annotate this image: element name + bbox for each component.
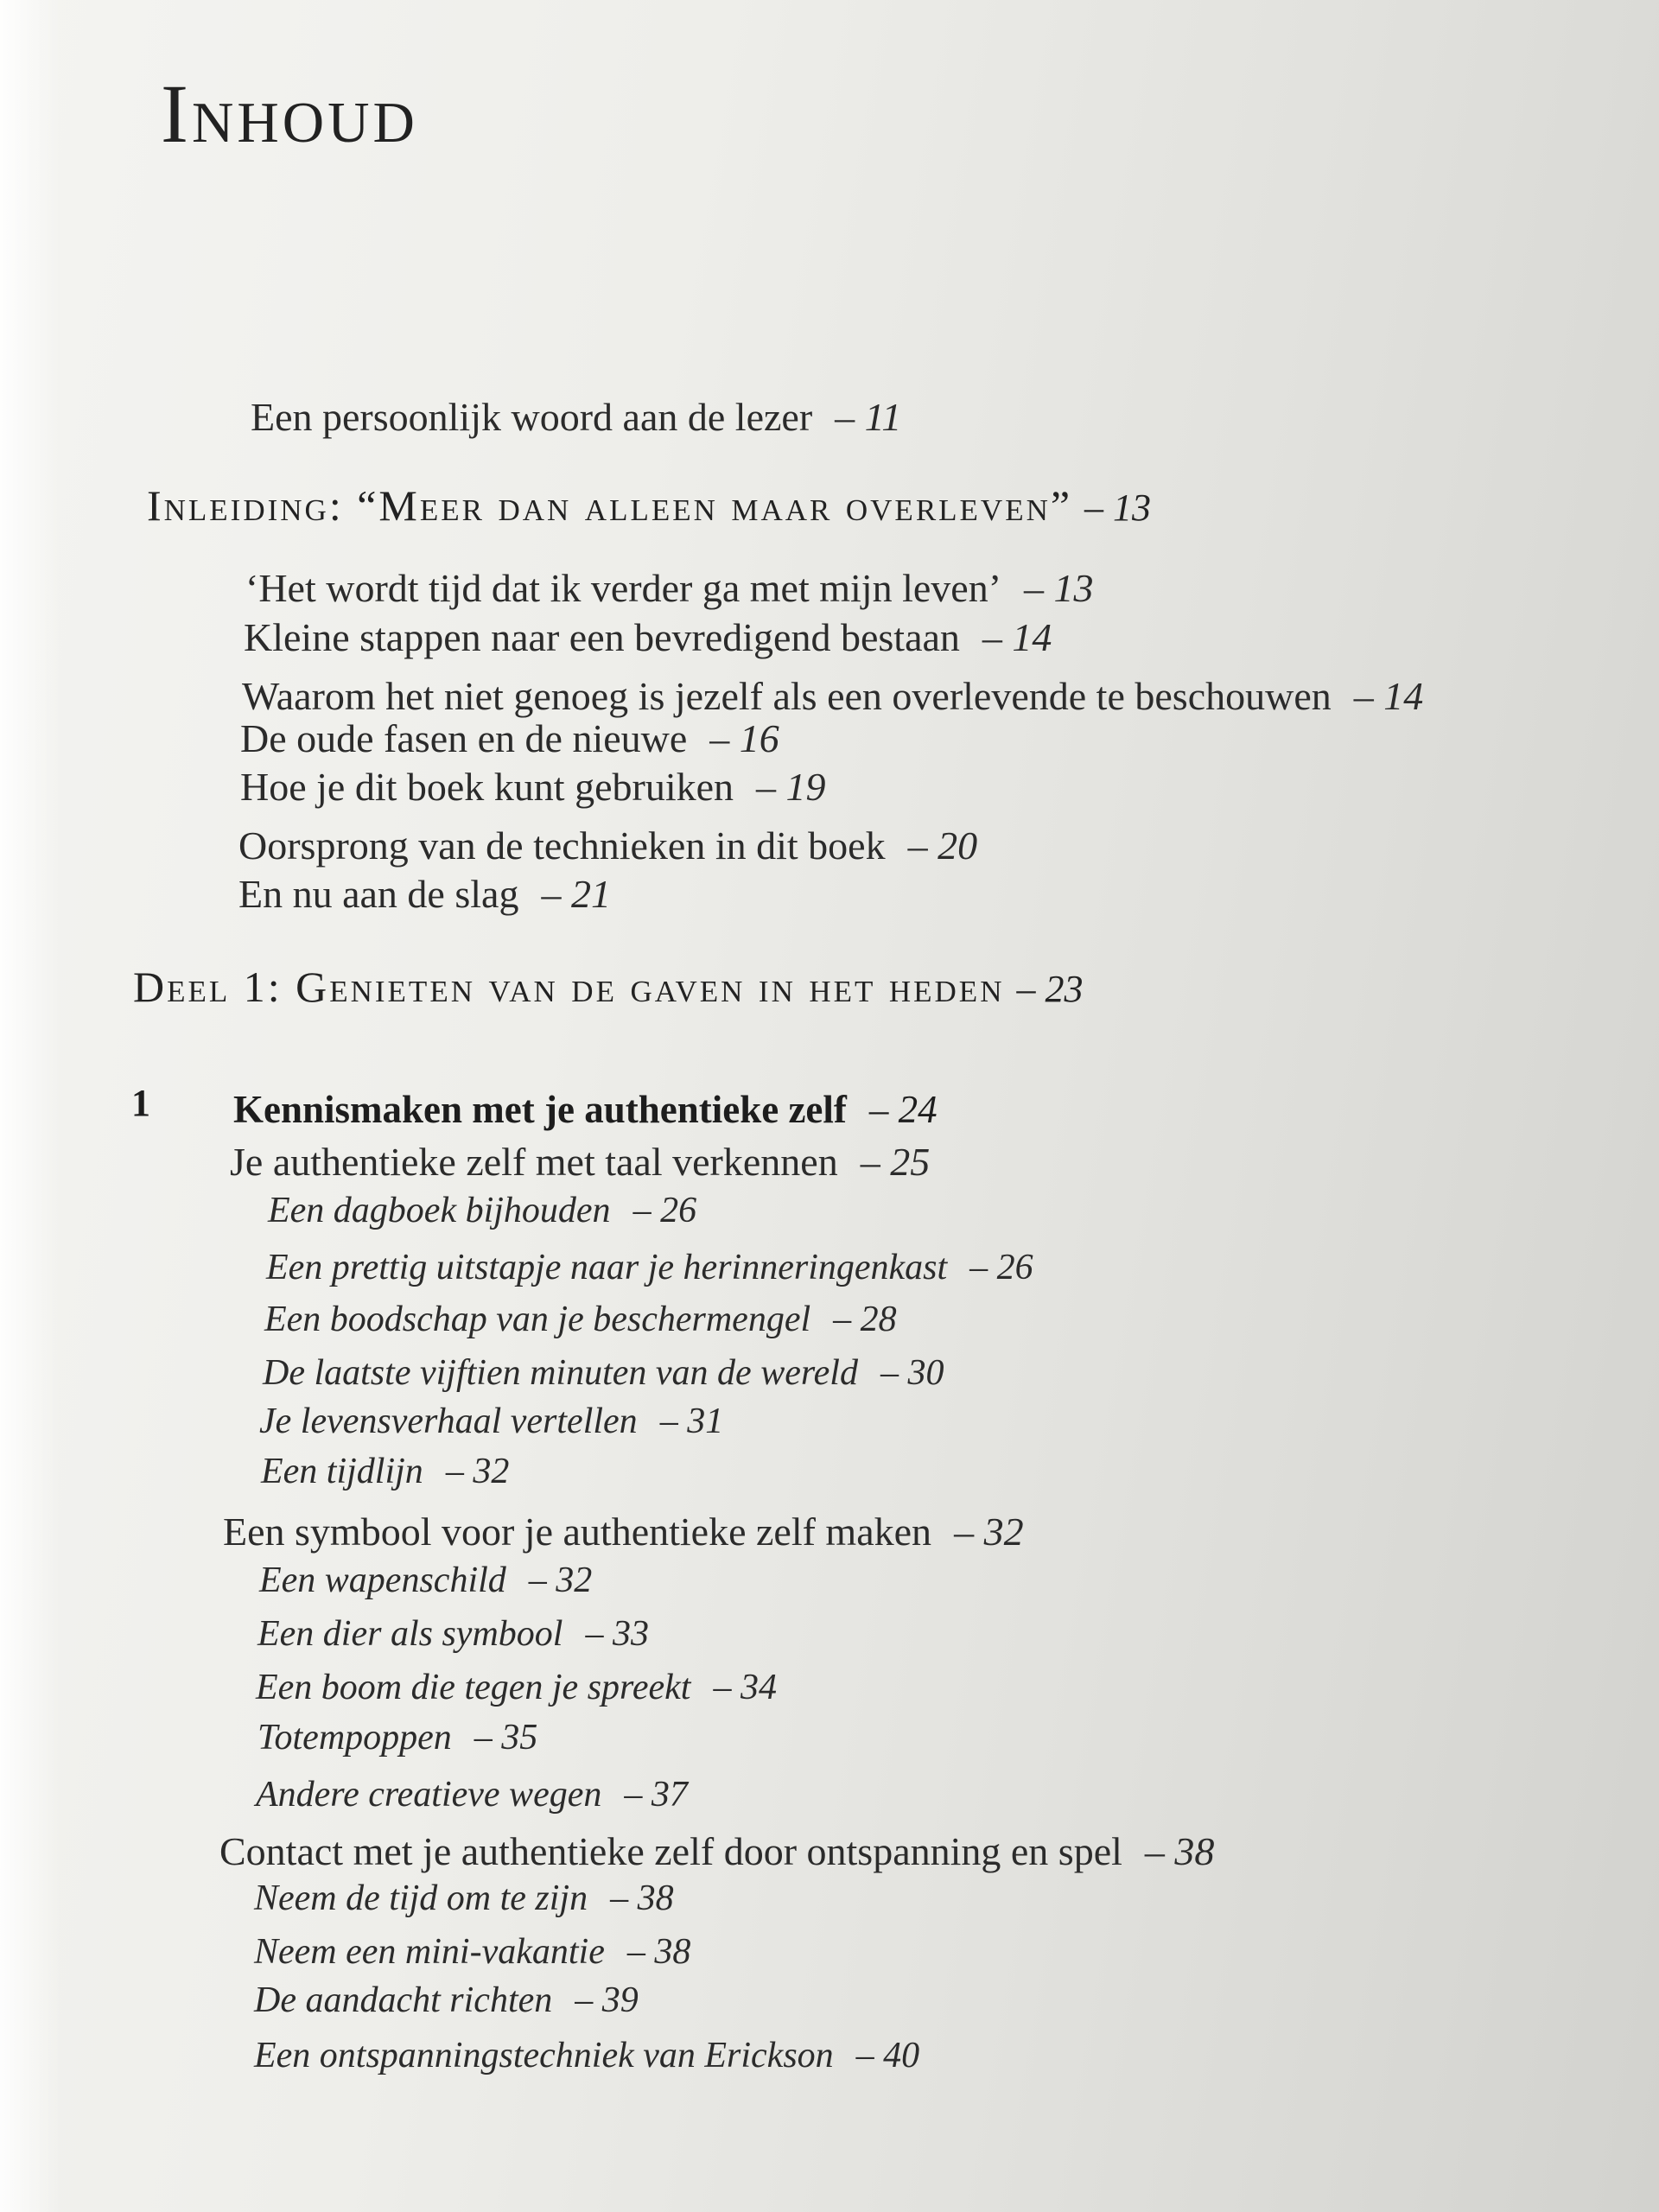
toc-entry-text: Hoe je dit boek kunt gebruiken — [240, 765, 734, 809]
toc-entry-text: Een dagboek bijhouden — [268, 1191, 611, 1230]
toc-entry-text: ‘Het wordt tijd dat ik verder ga met mijn leven’ — [245, 566, 1002, 610]
toc-page-number: – 13 — [1024, 566, 1094, 610]
toc-subentry — [254, 2037, 919, 2074]
toc-subentry — [259, 1562, 592, 1599]
toc-subentry — [259, 1403, 723, 1440]
toc-subentry — [254, 1880, 674, 1916]
toc-entry-text: Een wapenschild — [259, 1560, 506, 1600]
toc-entry-text: Neem een mini-vakantie — [254, 1932, 605, 1972]
toc-entry — [238, 823, 978, 868]
toc-entry — [230, 1142, 930, 1182]
toc-entry — [240, 716, 779, 760]
toc-page-number: – 34 — [713, 1668, 777, 1707]
toc-page-number: – 32 — [528, 1560, 593, 1600]
toc-entry-text: Kennismaken met je authentieke zelf — [233, 1088, 847, 1131]
toc-page-number: – 38 — [626, 1932, 691, 1972]
toc-entry-text: Inleiding: “Meer dan alleen maar overleven” — [147, 481, 1073, 530]
toc-page-number: – 26 — [632, 1191, 697, 1230]
toc-page-number: – 37 — [624, 1775, 688, 1815]
toc-entry-text: Neem de tijd om te zijn — [254, 1878, 588, 1918]
toc-page-number: – 28 — [833, 1300, 897, 1339]
toc-entry — [251, 397, 901, 437]
page-gutter-shadow — [0, 0, 60, 2212]
toc-entry — [219, 1829, 1215, 1873]
toc-page-number: – 11 — [835, 395, 902, 439]
toc-page-number: – 32 — [954, 1510, 1024, 1554]
toc-subentry — [254, 1982, 639, 2018]
toc-entry — [240, 767, 826, 807]
toc-subentry — [266, 1249, 1033, 1286]
toc-subentry — [257, 1616, 649, 1652]
toc-entry-text: Een symbool voor je authentieke zelf maken — [223, 1510, 932, 1554]
toc-page-number: – 38 — [610, 1878, 674, 1918]
toc-entry-text: Een tijdlijn — [261, 1452, 423, 1491]
toc-subentry — [263, 1355, 944, 1391]
toc-part-heading — [133, 963, 1084, 1011]
toc-page-number: – 39 — [575, 1980, 639, 2020]
toc-entry-text: Deel 1: Genieten van de gaven in het heden — [133, 963, 1005, 1011]
toc-subentry — [257, 1719, 537, 1756]
toc-entry-text: Een persoonlijk woord aan de lezer — [251, 395, 813, 439]
toc-entry-text: Totempoppen — [257, 1718, 452, 1758]
toc-chapter-entry — [233, 1090, 938, 1129]
toc-entry — [244, 615, 1052, 659]
toc-subentry — [264, 1301, 897, 1338]
toc-page-number: – 35 — [474, 1718, 538, 1758]
toc-entry-text: Een boom die tegen je spreekt — [256, 1668, 691, 1707]
toc-page-number: – 23 — [1016, 968, 1084, 1010]
toc-entry — [245, 566, 1094, 610]
toc-entry-text: Een prettig uitstapje naar je herinneringenkast — [266, 1248, 948, 1287]
toc-entry — [242, 674, 1424, 718]
toc-page-number: – 38 — [1144, 1829, 1215, 1873]
toc-entry-text: Contact met je authentieke zelf door ontspanning en spel — [219, 1829, 1122, 1873]
toc-entry-text: Je authentieke zelf met taal verkennen — [230, 1140, 838, 1184]
toc-page-number: – 19 — [756, 765, 826, 809]
toc-page-number: – 20 — [907, 823, 978, 868]
toc-entry-text: De aandacht richten — [254, 1980, 553, 2020]
toc-entry-text: Je levensverhaal vertellen — [259, 1402, 638, 1441]
toc-page-number: – 13 — [1084, 486, 1152, 529]
toc-entry-text: Een boodschap van je beschermengel — [264, 1300, 811, 1339]
toc-page-number: – 21 — [541, 872, 611, 916]
toc-entry — [238, 874, 611, 914]
toc-page-number: – 14 — [1353, 674, 1424, 718]
toc-entry-text: Waarom het niet genoeg is jezelf als een overlevende te beschouwen — [242, 674, 1332, 718]
toc-page-number: – 30 — [880, 1353, 944, 1393]
toc-entry-text: Een ontspanningstechniek van Erickson — [254, 2036, 834, 2075]
toc-page-number: – 24 — [868, 1088, 938, 1131]
toc-subentry — [256, 1777, 688, 1813]
toc-entry-text: Andere creatieve wegen — [256, 1775, 602, 1815]
toc-subentry — [261, 1453, 509, 1490]
toc-page-number: – 16 — [709, 716, 779, 760]
toc-page-number: – 25 — [860, 1140, 931, 1184]
toc-page-number: – 33 — [585, 1614, 649, 1654]
toc-entry-text: Kleine stappen naar een bevredigend bestaan — [244, 615, 960, 659]
toc-chapter-number: 1 — [131, 1082, 150, 1124]
toc-subentry — [256, 1669, 777, 1706]
toc-entry-text: De oude fasen en de nieuwe — [240, 716, 688, 760]
toc-page-number: – 26 — [969, 1248, 1033, 1287]
page-title: Inhoud — [161, 67, 418, 160]
toc-page-number: – 31 — [659, 1402, 724, 1441]
toc-subentry — [268, 1192, 696, 1229]
toc-entry-text: En nu aan de slag — [238, 872, 519, 916]
toc-entry — [223, 1512, 1024, 1552]
toc-entry-text: Oorsprong van de technieken in dit boek — [238, 823, 886, 868]
toc-section-heading — [147, 481, 1152, 530]
toc-page-number: – 40 — [855, 2036, 920, 2075]
toc-subentry — [254, 1934, 690, 1970]
toc-page-number: – 32 — [445, 1452, 510, 1491]
toc-entry-text: De laatste vijftien minuten van de wereld — [263, 1353, 858, 1393]
toc-entry-text: Een dier als symbool — [257, 1614, 563, 1654]
toc-page-number: – 14 — [982, 615, 1052, 659]
